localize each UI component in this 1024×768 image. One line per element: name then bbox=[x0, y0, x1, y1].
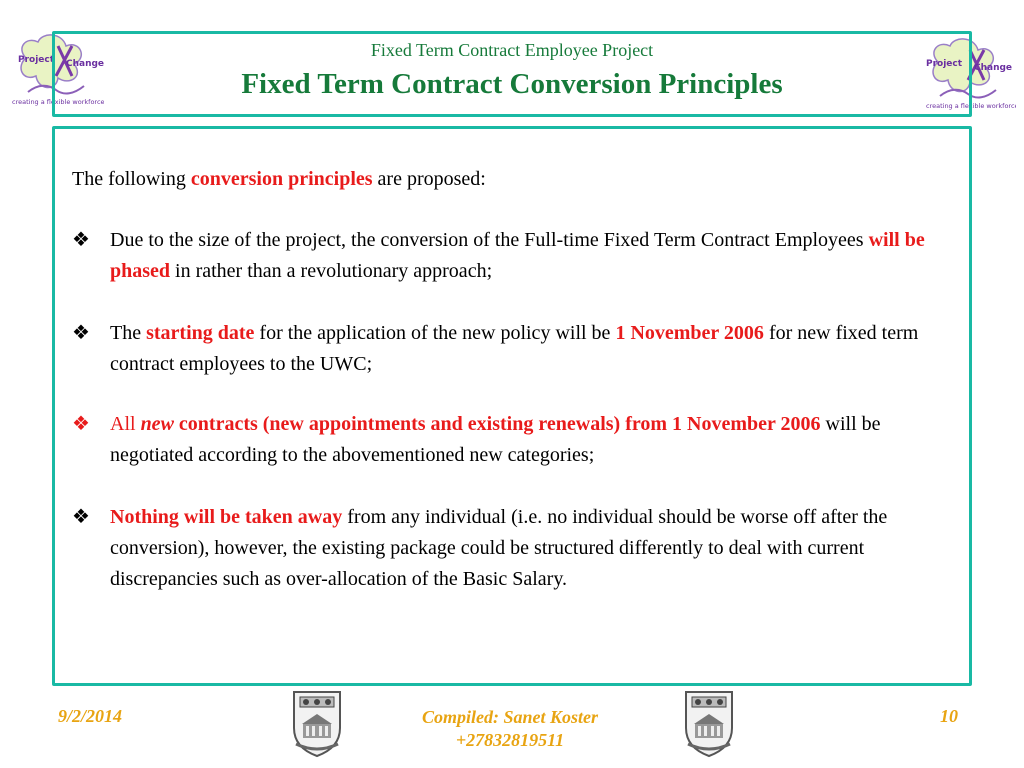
diamond-bullet-icon: ❖ bbox=[72, 413, 90, 435]
bullet-text bbox=[110, 225, 962, 287]
bullet-text bbox=[110, 502, 962, 595]
bullet-highlight: contracts (new appointments and existing renewals) from 1 November 2006 bbox=[173, 413, 821, 435]
intro-text: The following bbox=[72, 168, 191, 190]
university-crest-icon bbox=[288, 688, 346, 758]
page-number: 10 bbox=[940, 706, 958, 726]
footer-date: 9/2/2014 bbox=[58, 706, 123, 726]
content-frame bbox=[52, 126, 972, 686]
svg-text:Change: Change bbox=[66, 59, 104, 69]
slide-subtitle: Fixed Term Contract Employee Project bbox=[370, 40, 654, 60]
diamond-bullet-icon: ❖ bbox=[72, 322, 90, 344]
bullet-text-part: in rather than a revolutionary approach; bbox=[170, 260, 493, 282]
svg-text:Project: Project bbox=[18, 55, 55, 65]
intro-line bbox=[72, 164, 486, 195]
bullet-text-part: from any individual (i.e. no individual should be worse off after the conversion), however, the existing package could be structured differently to deal with current discrepancies such as over-allocation of the Basic Salary. bbox=[110, 506, 888, 590]
diamond-bullet-icon: ❖ bbox=[72, 506, 90, 528]
bullet-highlight: starting date bbox=[146, 322, 255, 344]
svg-text:Project: Project bbox=[926, 59, 963, 69]
svg-text:creating a flexible workforce: creating a flexible workforce bbox=[12, 98, 104, 106]
bullet-highlight: will be phased bbox=[110, 229, 925, 282]
bullet-text-part: for new fixed term contract employees to the UWC; bbox=[110, 322, 919, 375]
footer-phone: +27832819511 bbox=[455, 730, 565, 750]
footer-compiled-by: Compiled: Sanet Koster bbox=[421, 707, 598, 727]
bullet-highlight: new bbox=[140, 413, 174, 435]
intro-highlight: conversion principles bbox=[190, 168, 373, 190]
bullet-highlight: Nothing will be taken away bbox=[110, 506, 343, 528]
bullet-text bbox=[110, 318, 962, 380]
slide-title: Fixed Term Contract Conversion Principles bbox=[241, 68, 783, 100]
bullet-text-part: The bbox=[110, 322, 147, 344]
diamond-bullet-icon: ❖ bbox=[72, 229, 90, 251]
bullet-text bbox=[110, 409, 962, 471]
bullet-text-part: will be negotiated according to the abovementioned new categories; bbox=[110, 413, 881, 466]
bullet-text-part: Due to the size of the project, the conversion of the Full-time Fixed Term Contract Employees bbox=[110, 229, 869, 251]
svg-text:creating a flexible workforce: creating a flexible workforce bbox=[926, 102, 1016, 110]
intro-text-end: are proposed: bbox=[372, 168, 486, 190]
svg-text:Change: Change bbox=[974, 63, 1013, 73]
bullet-highlight: 1 November 2006 bbox=[615, 322, 764, 344]
university-crest-icon bbox=[680, 688, 738, 758]
bullet-text-part: for the application of the new policy will be bbox=[254, 322, 616, 344]
footer-compiled bbox=[380, 706, 640, 752]
bullet-text-part: All bbox=[110, 413, 141, 435]
